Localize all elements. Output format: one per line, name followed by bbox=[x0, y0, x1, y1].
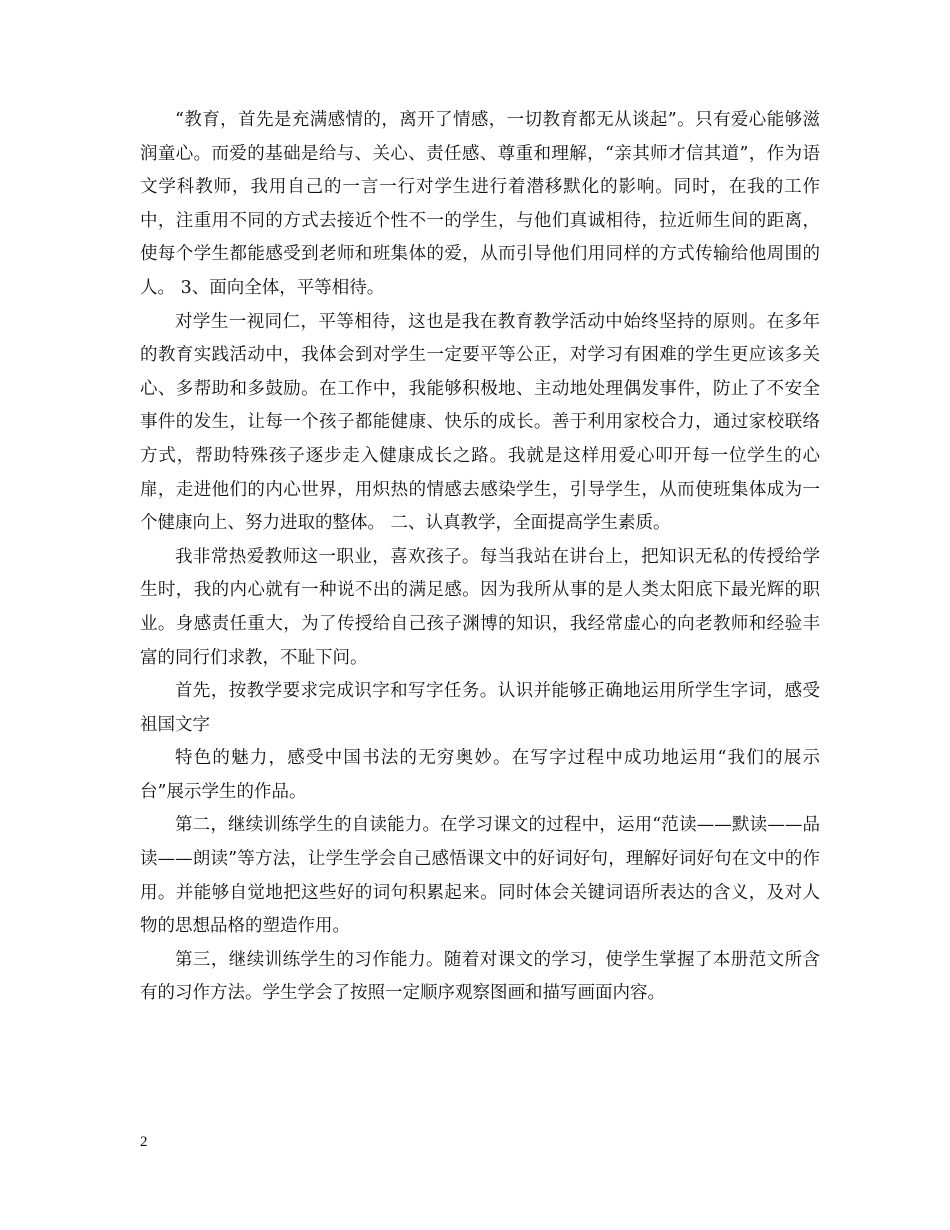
page-number: 2 bbox=[140, 1134, 148, 1150]
paragraph-5: 特色的魅力，感受中国书法的无穷奥妙。在写字过程中成功地运用“我们的展示台”展示学生的作品。 bbox=[140, 748, 820, 802]
document-body bbox=[140, 104, 820, 1011]
paragraph-6: 第二，继续训练学生的自读能力。在学习课文的过程中，运用“范读——默读——品读——朗读”等方法，让学生学会自己感悟课文中的好词好句，理解好词好句在文中的作用。并能够自觉地把这些好的词句积累起来。同时体会关键词语所表达的含义，及对人物的思想品格的塑造作用。 bbox=[140, 815, 820, 937]
paragraph-2: 对学生一视同仁，平等相待，这也是我在教育教学活动中始终坚持的原则。在多年的教育实践活动中，我体会到对学生一定要平等公正，对学习有困难的学生更应该多关心、多帮助和多鼓励。在工作中，我能够积极地、主动地处理偶发事件，防止了不安全事件的发生，让每一个孩子都能健康、快乐的成长。善于利用家校合力，通过家校联络方式，帮助特殊孩子逐步走入健康成长之路。我就是这样用爱心叩开每一位学生的心扉，走进他们的内心世界，用炽热的情感去感染学生，引导学生，从而使班集体成为一个健康向上、努力进取的整体。 二、认真教学，全面提高学生素质。 bbox=[140, 311, 820, 534]
paragraph-7: 第三，继续训练学生的习作能力。随着对课文的学习，使学生掌握了本册范文所含有的习作方法。学生学会了按照一定顺序观察图画和描写画面内容。 bbox=[140, 949, 820, 1004]
paragraph-3: 我非常热爱教师这一职业，喜欢孩子。每当我站在讲台上，把知识无私的传授给学生时，我的内心就有一种说不出的满足感。因为我所从事的是人类太阳底下最光辉的职业。身感责任重大，为了传授给自己孩子渊博的知识，我经常虚心的向老教师和经验丰富的同行们求教，不耻下问。 bbox=[140, 546, 820, 668]
paragraph-1: “教育，首先是充满感情的，离开了情感，一切教育都无从谈起”。只有爱心能够滋润童心。而爱的基础是给与、关心、责任感、尊重和理解，“亲其师才信其道”，作为语文学科教师，我用自己的一言一行对学生进行着潜移默化的影响。同时，在我的工作中，注重用不同的方式去接近个性不一的学生，与他们真诚相待，拉近师生间的距离，使每个学生都能感受到老师和班集体的爱，从而引导他们用同样的方式传输给他周围的人。 3、面向全体，平等相待。 bbox=[140, 110, 820, 298]
paragraph-4: 首先，按教学要求完成识字和写字任务。认识并能够正确地运用所学生字词，感受祖国文字 bbox=[140, 681, 820, 735]
